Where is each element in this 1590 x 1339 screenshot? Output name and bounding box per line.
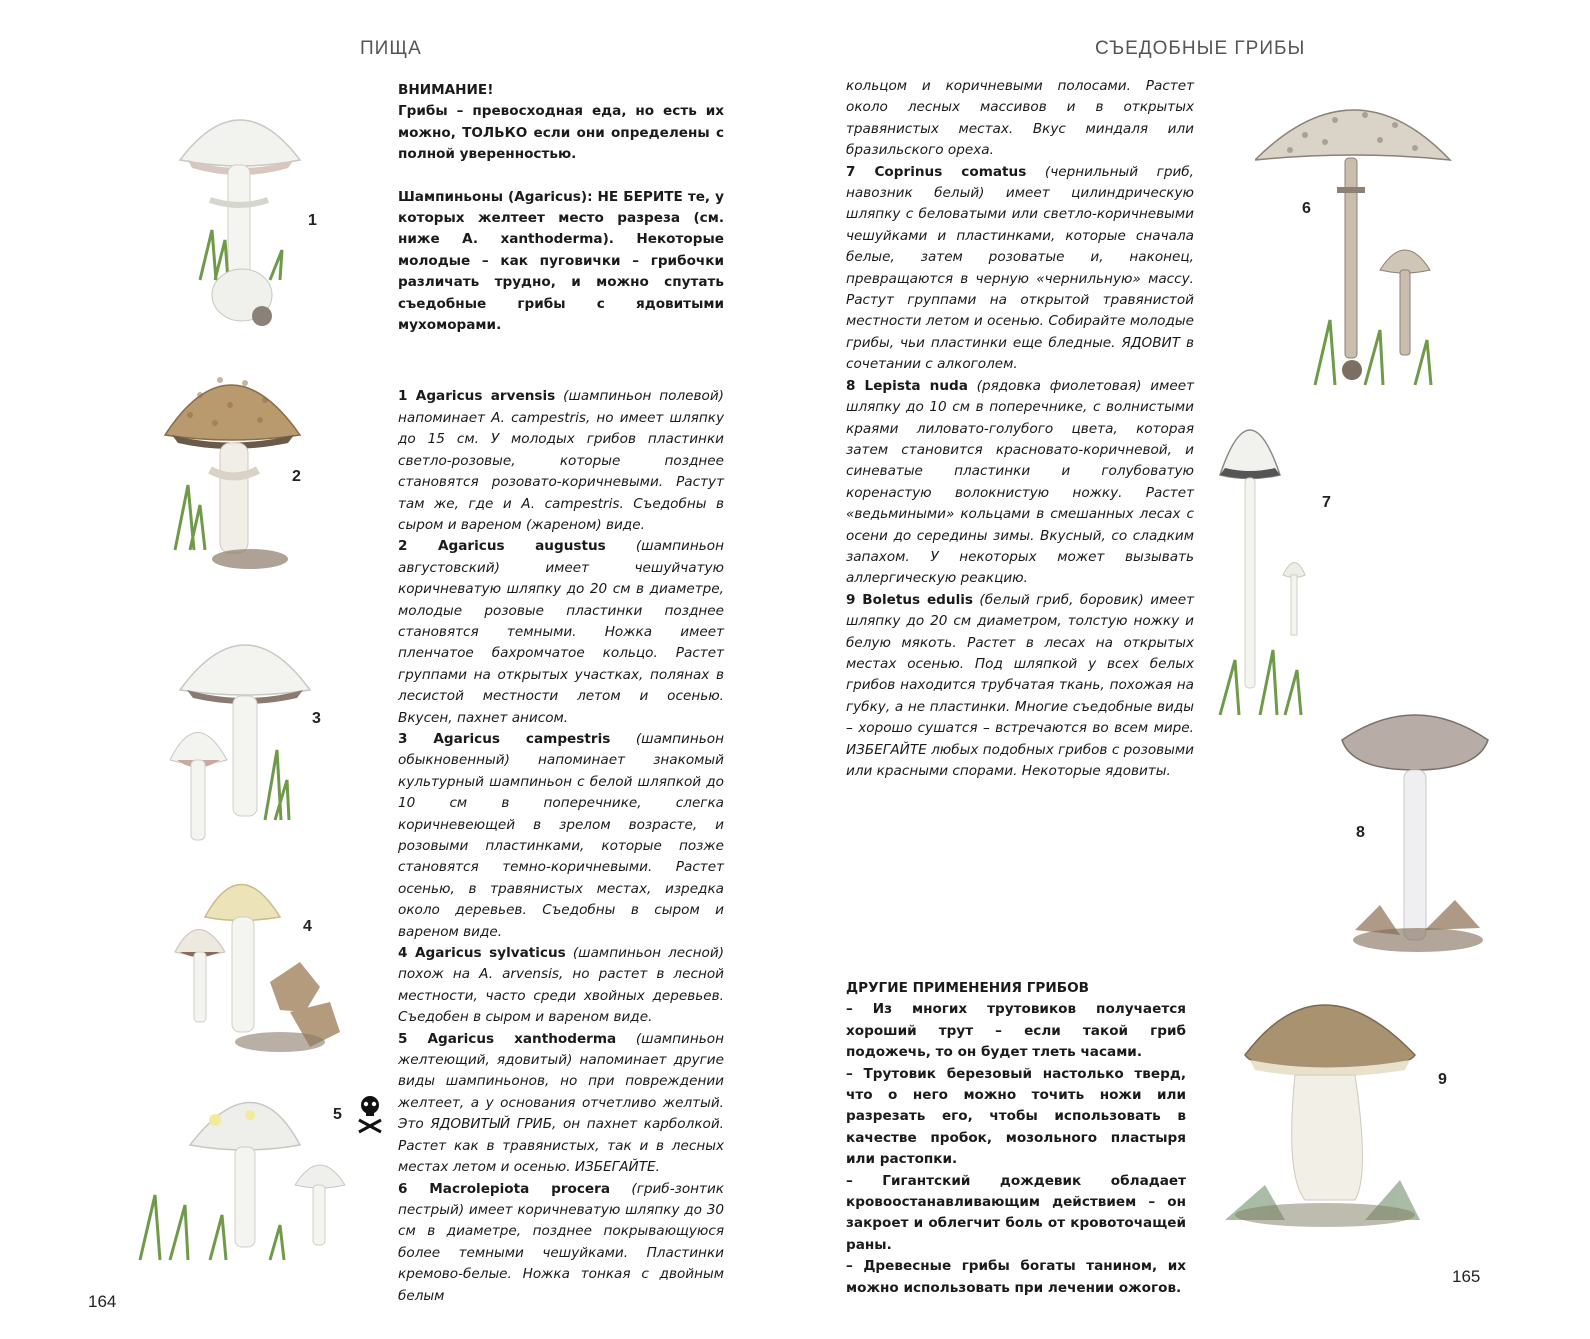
entry-5-text: (шампиньон желтеющий, ядовитый) напоминает другие виды шампиньонов, но при повреждении желтеет, а у основания отчетливо желтый. Это ЯДОВИТЫЙ ГРИБ, он пахнет карболкой. Растет как в травянистых, так и в лесных местах летом и осенью. ИЗБЕГАЙТЕ. [398, 1030, 724, 1176]
figure-number-3: 3 [312, 710, 321, 727]
entry-9-name: 9 Boletus edulis [846, 591, 973, 608]
other-uses-section [846, 978, 1186, 1299]
other-use-item: – Трутовик березовый настолько тверд, что о него можно точить ножи или разрезать его, чтобы использовать в качестве пробок, мозольного пластыря или растопки. [846, 1065, 1186, 1168]
mushroom-illustration-5 [130, 1075, 350, 1265]
other-use-item: – Из многих трутовиков получается хороший трут – если такой гриб подожечь, то он будет тлеть часами. [846, 1001, 1186, 1061]
entry-9 [846, 590, 1194, 783]
mushroom-illustration-8 [1340, 700, 1490, 960]
other-use-item: – Гигантский дождевик обладает кровоостанавливающим действием – он закроет и облегчит боль от кровоточащей раны. [846, 1172, 1186, 1253]
entry-1 [398, 386, 724, 536]
other-uses-title: ДРУГИЕ ПРИМЕНЕНИЯ ГРИБОВ [846, 980, 1090, 996]
mushroom-illustration-7 [1215, 400, 1310, 720]
entry-6-continuation: кольцом и коричневыми полосами. Растет около лесных массивов и в открытых травянистых местах. Вкус миндаля или бразильского ореха. [846, 78, 1194, 159]
warning-title: ВНИМАНИЕ! [398, 82, 494, 98]
right-page-number: 165 [1452, 1267, 1481, 1286]
figure-number-1: 1 [308, 212, 317, 229]
entry-2-name: 2 Agaricus augustus [398, 538, 606, 555]
entry-1-text: (шампиньон полевой) напоминает A. campestris, но имеет шляпку до 15 см. У молодых грибов пластинки светло-розовые, которые позднее становятся розовато-коричневыми. Растут там же, где и A. campestris. Съедобны в сыром и вареном (жареном) виде. [398, 388, 724, 533]
mushroom-illustration-6 [1255, 80, 1455, 390]
entry-8-name: 8 Lepista nuda [846, 377, 968, 394]
entry-4-name: 4 Agaricus sylvaticus [398, 945, 566, 962]
entry-8 [846, 376, 1194, 590]
warning-text: Грибы – превосходная еда, но есть их можно, ТОЛЬКО если они определены с полной уверенностью. [398, 103, 724, 163]
entry-2 [398, 536, 724, 729]
left-page-header: ПИЩА [360, 38, 422, 59]
other-use-item: – Древесные грибы богаты танином, их можно использовать при лечении ожогов. [846, 1258, 1186, 1296]
agaricus-note: Шампиньоны (Agaricus): НЕ БЕРИТЕ те, у которых желтеет место разреза (см. ниже A. xanthoderma). Некоторые молодые – как пуговички – грибочки различать трудно, и можно спутать съедобные грибы с ядовитыми мухоморами. [398, 188, 724, 334]
figure-number-2: 2 [292, 468, 301, 485]
entry-6-text: (гриб-зонтик пестрый) имеет коричневатую шляпку до 30 см в диаметре, позднее покрывающуюся более темными чешуйками. Пластинки кремово-белые. Ножка тонкая с двойным белым [398, 1180, 724, 1304]
entry-7 [846, 162, 1194, 376]
left-page-number: 164 [88, 1292, 117, 1311]
entry-4-text: (шампиньон лесной) похож на A. arvensis, но растет в лесной местности, часто среди хвойных деревьев. Съедобен в сыром и вареном виде. [398, 945, 724, 1026]
mushroom-illustration-1 [170, 90, 310, 340]
mushroom-illustration-2 [160, 345, 305, 580]
figure-number-5: 5 [333, 1106, 342, 1123]
entry-2-text: (шампиньон августовский) имеет чешуйчатую коричневатую шляпку до 20 см в диаметре, молодые розовые пластинки позднее становятся темными. Ножка имеет пленчатое бахромчатое кольцо. Растет группами на открытых участках, полянах в лесистой местности летом и осенью. Вкусен, пахнет анисом. [398, 538, 724, 726]
entry-1-name: 1 Agaricus arvensis [398, 388, 556, 405]
left-text-column [398, 80, 724, 1307]
entry-7-name: 7 Coprinus comatus [846, 163, 1027, 180]
mushroom-illustration-3 [165, 610, 315, 850]
mushroom-illustration-9 [1225, 975, 1425, 1235]
right-page-header: СЪЕДОБНЫЕ ГРИБЫ [1095, 38, 1306, 59]
entry-6 [398, 1179, 724, 1307]
entry-9-text: (белый гриб, боровик) имеет шляпку до 20 см диаметром, толстую ножку и белую мякоть. Растет в лесах на открытых местах осенью. Под шляпкой у всех белых грибов находится трубчатая ткань, похожая на губку, а не пластинки. Многие съедобные виды – хорошо сушатся – встречаются во всем мире. ИЗБЕГАЙТЕ любых подобных грибов с розовыми или красными спорами. Некоторые ядовиты. [846, 591, 1194, 779]
figure-number-6: 6 [1302, 200, 1311, 217]
entry-7-text: (чернильный гриб, навозник белый) имеет цилиндрическую шляпку с беловатыми или светло-коричневыми чешуйками и пластинками, которые сначала белые, затем розоватые и, наконец, превращаются в черную «чернильную» массу. Растут группами на открытой травянистой местности летом и осенью. Собирайте молодые грибы, чьи пластинки еще бледные. ЯДОВИТ в сочетании с алкоголем. [846, 163, 1194, 373]
entry-3 [398, 729, 724, 943]
entry-5 [398, 1029, 724, 1179]
entry-8-text: (рядовка фиолетовая) имеет шляпку до 10 см в поперечнике, с волнистыми краями лиловато-голубого цвета, которая затем становится красновато-коричневой, и синеватые пластинки и голубоватую коренастую волокнистую ножку. Растет «ведьмиными» кольцами в смешанных лесах с осени до середины зимы. Вкусный, со сладким запахом. У некоторых может вызывать аллергическую реакцию. [846, 377, 1195, 587]
skull-crossbones-icon [356, 1094, 384, 1134]
figure-number-8: 8 [1356, 824, 1365, 841]
entry-3-name: 3 Agaricus campestris [398, 730, 611, 747]
mushroom-illustration-4 [170, 862, 350, 1062]
figure-number-7: 7 [1322, 494, 1331, 511]
entry-3-text: (шампиньон обыкновенный) напоминает знакомый культурный шампиньон с белой шляпкой до 10 см в поперечнике, слегка коричневеющей в зрелом возрасте, и розовыми пластинками, которые позже становятся темно-коричневыми. Растет осенью, в травянистых местах, изредка около деревьев. Съедобны в сыром и вареном виде. [398, 730, 724, 940]
figure-number-9: 9 [1438, 1071, 1447, 1088]
right-text-column [846, 76, 1194, 782]
entry-4 [398, 943, 724, 1029]
entry-6-name: 6 Macrolepiota procera [398, 1180, 611, 1197]
entry-5-name: 5 Agaricus xanthoderma [398, 1030, 617, 1047]
figure-number-4: 4 [303, 918, 312, 935]
